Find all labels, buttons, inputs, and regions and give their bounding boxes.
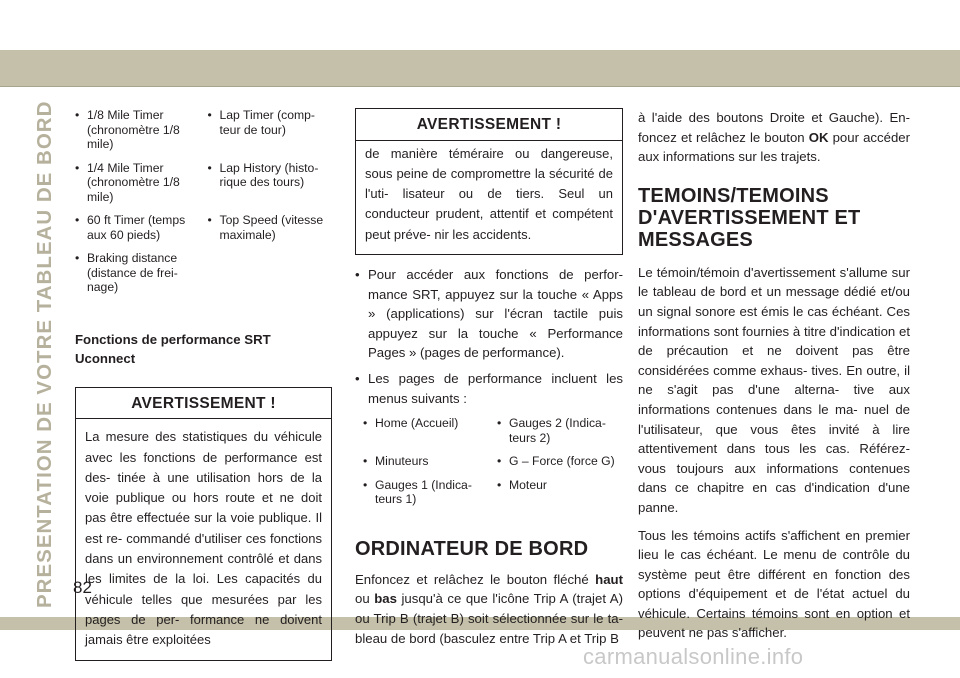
list-item: • Gauges 1 (Indica- teurs 1): [363, 477, 472, 507]
list-item: • G – Force (force G): [497, 454, 615, 469]
header-rule: [0, 86, 960, 87]
list-item-empty: [208, 251, 333, 295]
list-item: • Top Speed (vitesse maximale): [207, 213, 324, 242]
list-item: • Lap History (histo- rique des tours): [207, 160, 319, 189]
column-middle: [355, 108, 623, 648]
list-item: • 1/8 Mile Timer (chronomètre 1/8 mile): [75, 108, 180, 151]
warning-lights-heading: TEMOINS/TEMOINS D'AVERTISSEMENT ET MESSAGES: [638, 184, 861, 251]
list-item: • Gauges 2 (Indica- teurs 2): [497, 416, 606, 445]
page-number: 82: [73, 578, 92, 597]
warning-box-left: [75, 387, 332, 661]
bullet-performance-menus: • Les pages de performance incluent les menus suivants :: [355, 371, 623, 406]
warning-lights-paragraph-2: Tous les témoins actifs s'affichent en premier lieu le cas échéant. Le menu de contrôle du système peut être différent en fonction des options d'équipement et de l'état actuel du véhicule. Certains témoins sont en option et peuvent ne pas s'afficher.: [638, 527, 910, 641]
warning-title: AVERTISSEMENT !: [76, 388, 331, 420]
list-item: • 1/4 Mile Timer (chronomètre 1/8 mile): [75, 160, 180, 204]
column-left: [75, 108, 332, 661]
list-item: • Moteur: [497, 477, 547, 492]
section-side-title: PRESENTATION DE VOTRE TABLEAU DE BORD: [33, 100, 56, 608]
warning-title: AVERTISSEMENT !: [356, 109, 622, 141]
menu-list: [363, 416, 623, 516]
uconnect-subheading: Fonctions de performance SRT Uconnect: [75, 331, 271, 367]
list-item: • Minuteurs: [363, 454, 429, 469]
warning-lights-paragraph-1: Le témoin/témoin d'avertissement s'allume sur le tableau de bord et un message dédié et/ou un signal sonore est émis le cas échéant. Ces informations sont fournies à titre d'indication et de précaution et ne doivent pas être considérées comme exhaus- tives. En outre, il ne s'agit pas d'une alterna- tive aux informations contenues dans le ma- nuel de l'utilisateur, que vous êtes invité à lire attentivement dans tous les cas. Référez- vous toujours aux informations contenues dans ce chapitre en cas d'indication d'une panne.: [638, 264, 910, 515]
warning-text: de manière téméraire ou dangereuse, sous peine de compromettre la sécurité de l'uti- lisateur ou de tiers. Seul un conducteur prudent, attentif et compétent peut préve- nir les accidents.: [365, 145, 613, 242]
list-item: • 60 ft Timer (temps aux 60 pieds): [75, 213, 186, 242]
bullet-performance-access: • Pour accéder aux fonctions de perfor- mance SRT, appuyez sur la touche « Apps » (applications) sur l'écran tactile puis appuyez sur la touche « Performance Pages » (pages de performance).: [355, 267, 623, 361]
warning-text: La mesure des statistiques du véhicule avec les fonctions de performance est des- tinée à une utilisation hors de la voie publique ou hors route et ne doit pas être effectuée sur la voie publique. Il est re- commandé d'utiliser ces fonctions dans un environnement contrôlé et dans les limites de la loi. Les capacités du véhicule telles que mesurées par les pages de per- formance ne doivent jamais être exploitées: [85, 429, 322, 648]
trip-computer-paragraph: Enfoncez et relâchez le bouton fléché haut ou bas jusqu'à ce que l'icône Trip A (trajet A) ou Trip B (trajet B) soit sélectionnée sur le ta- bleau de bord (basculez entre Trip A et Trip B: [355, 571, 623, 646]
site-watermark: carmanualsonline.info: [583, 644, 804, 669]
trip-info-paragraph: à l'aide des boutons Droite et Gauche). En- foncez et relâchez le bouton OK pour accéder aux informations sur les trajets.: [638, 110, 910, 165]
warning-box-middle: [355, 108, 623, 255]
list-item: • Home (Accueil): [363, 416, 459, 431]
column-right: [638, 108, 910, 643]
top-margin: [0, 0, 960, 50]
list-item: • Braking distance (distance de frei- nage): [75, 251, 178, 294]
list-item: • Lap Timer (comp- teur de tour): [207, 108, 315, 137]
trip-computer-heading: ORDINATEUR DE BORD: [355, 537, 589, 560]
header-band: [0, 50, 960, 86]
timer-list: [75, 108, 332, 304]
